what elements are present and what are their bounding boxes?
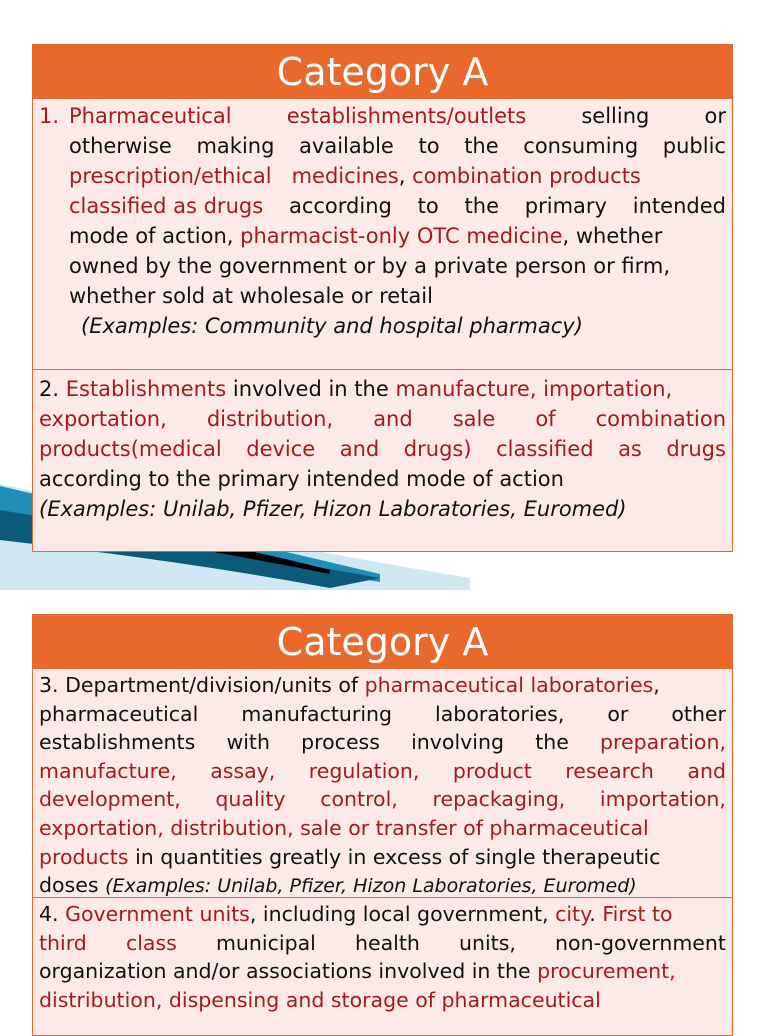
text-segment: Establishments (65, 377, 227, 401)
text-segment: and (373, 407, 413, 431)
example-note: (Examples: Unilab, Pfizer, Hizon Laboratories, Euromed) (39, 497, 627, 521)
text-segment: and (339, 437, 380, 461)
card-title: Category A (33, 615, 732, 669)
text-segment: primary (524, 194, 607, 218)
text-segment: health (354, 930, 420, 955)
text-segment: drugs (666, 437, 726, 461)
text-segment: process (301, 730, 380, 755)
text-segment: involved in the (232, 377, 389, 401)
text-segment: control, (320, 787, 398, 812)
text-segment: units, (459, 930, 516, 955)
text-segment: exportation, distribution, sale or transfer of pharmaceutical (39, 815, 649, 840)
text-segment: product (452, 758, 532, 783)
text-segment: manufacture, (39, 758, 177, 783)
text-segment: distribution, (206, 407, 334, 431)
text-segment: involving (411, 730, 504, 755)
list-item-3 (33, 669, 732, 898)
text-segment: research (565, 758, 654, 783)
text-segment: available (299, 134, 394, 158)
text-segment: according (288, 194, 392, 218)
text-segment: regulation, (308, 758, 420, 783)
text-segment: with (226, 730, 270, 755)
text-segment: class (125, 930, 177, 955)
text-segment: laboratories, (435, 701, 565, 726)
text-segment: development, (39, 787, 181, 812)
text-segment: classified (496, 437, 594, 461)
text-segment: repackaging, (432, 787, 566, 812)
text-segment: and (687, 758, 726, 783)
text-segment: manufacturing (241, 701, 393, 726)
text-segment: pharmaceutical laboratories (364, 673, 654, 697)
text-segment: procurement, (537, 959, 676, 984)
text-segment: mode of action, (69, 224, 234, 248)
text-segment: or (704, 104, 726, 128)
text-segment: distribution, dispensing and storage of pharmaceutical (39, 987, 601, 1012)
text-segment: , including local government, (249, 902, 549, 926)
text-segment: non-government (555, 930, 726, 955)
text-segment: to (418, 134, 440, 158)
text-segment: the (535, 730, 569, 755)
text-segment: to (417, 194, 439, 218)
text-segment: other (671, 701, 726, 726)
text-segment: pharmaceutical (39, 701, 199, 726)
text-segment: , whether (562, 224, 663, 248)
text-segment: the (464, 194, 499, 218)
card-title: Category A (33, 45, 732, 99)
text-segment: making (196, 134, 275, 158)
text-segment: importation, (599, 787, 726, 812)
text-segment: in quantities greatly in excess of single therapeutic (135, 844, 661, 869)
text-segment: device (246, 437, 316, 461)
text-segment: Government units (65, 902, 250, 926)
text-segment: preparation, (600, 730, 726, 755)
text-segment: medicines (291, 164, 399, 188)
item-number: 3. (39, 673, 59, 697)
text-segment: manufacture, importation, (395, 377, 673, 401)
text-segment: products(medical (39, 437, 222, 461)
text-segment: establishments (39, 730, 196, 755)
text-segment: First to (602, 902, 673, 926)
text-segment: city (555, 902, 590, 926)
example-note: (Examples: Unilab, Pfizer, Hizon Laboratories, Euromed) (105, 875, 637, 898)
text-segment: , (398, 164, 406, 188)
list-item-2 (33, 370, 732, 552)
text-segment: doses (39, 873, 99, 898)
category-card-1 (32, 44, 733, 552)
text-segment: consuming (523, 134, 639, 158)
text-segment: owned by the government or by a private person or firm, (69, 254, 671, 278)
text-segment: Department/division/units of (65, 673, 359, 697)
text-segment: classified as drugs (69, 194, 264, 218)
text-segment: public (662, 134, 726, 158)
text-segment: third (39, 930, 87, 955)
text-segment: organization and/or associations involved in the (39, 959, 531, 984)
text-segment: according to the primary intended mode of action (39, 467, 564, 491)
text-segment: selling (581, 104, 650, 128)
item-number: 2. (39, 377, 60, 401)
text-segment: sale (452, 407, 496, 431)
text-segment: combination (595, 407, 726, 431)
text-segment: products (39, 844, 129, 869)
text-segment: Pharmaceutical (69, 104, 232, 128)
text-segment: exportation, (39, 407, 167, 431)
text-segment: combination products (412, 164, 641, 188)
text-segment: assay, (210, 758, 276, 783)
text-segment: drugs) (403, 437, 472, 461)
example-note: (Examples: Community and hospital pharmacy) (81, 314, 583, 338)
text-segment: municipal (215, 930, 316, 955)
text-segment: , (653, 673, 660, 697)
text-segment: whether sold at wholesale or retail (69, 284, 433, 308)
text-segment: or (607, 701, 629, 726)
text-segment: establishments/outlets (286, 104, 527, 128)
text-segment: the (464, 134, 499, 158)
list-item-4 (33, 898, 732, 1014)
text-segment: . (589, 902, 596, 926)
text-segment: prescription/ethical (69, 164, 272, 188)
text-segment: as (618, 437, 642, 461)
item-number: 1. (39, 104, 60, 128)
text-segment: intended (632, 194, 726, 218)
list-item-1 (33, 99, 732, 370)
item-number: 4. (39, 902, 59, 926)
text-segment: quality (215, 787, 286, 812)
text-segment: pharmacist-only OTC medicine (240, 224, 563, 248)
text-segment: of (535, 407, 556, 431)
text-segment: otherwise (69, 134, 172, 158)
category-card-2 (32, 614, 733, 1036)
